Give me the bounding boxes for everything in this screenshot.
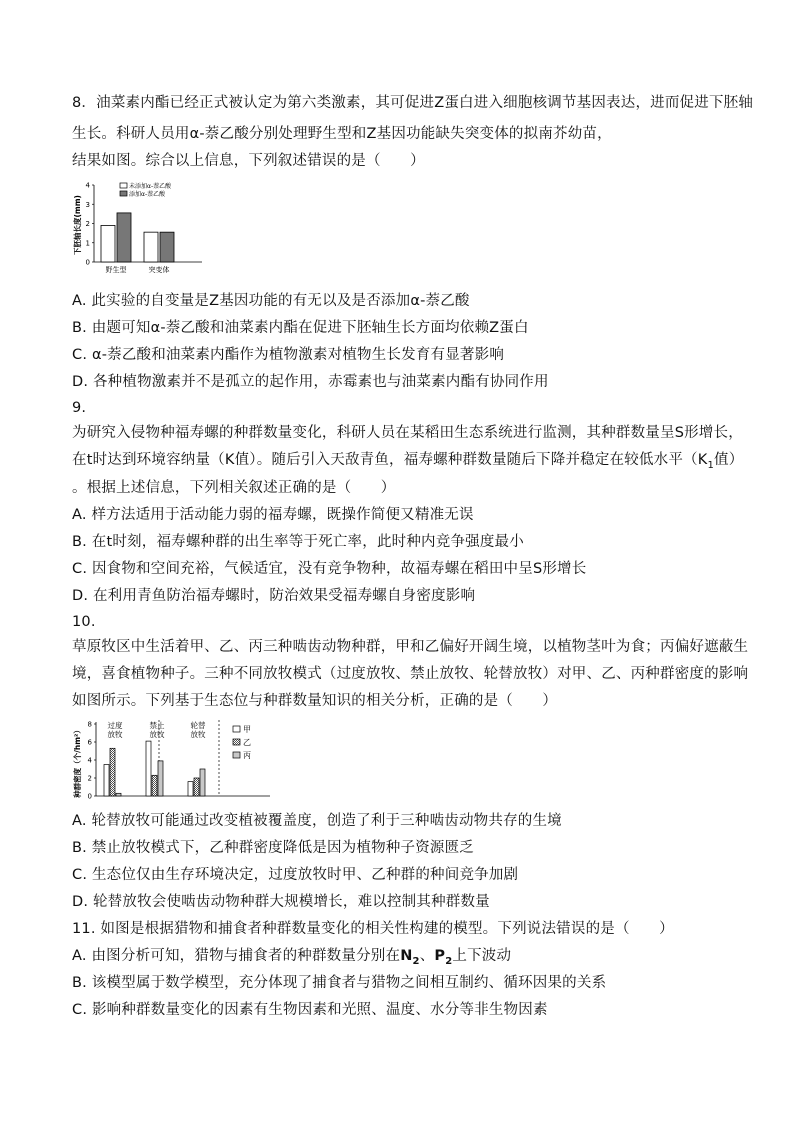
q8-option-a: A. 此实验的自变量是Z基因功能的有无以及是否添加α-萘乙酸 bbox=[72, 293, 470, 309]
q10-chart-ytick-label: 6 bbox=[87, 738, 92, 747]
q10-chart-ytick-label: 4 bbox=[87, 756, 92, 765]
q9-option-b: B. 在t时刻，福寿螺种群的出生率等于死亡率，此时种内竞争强度最小 bbox=[72, 534, 524, 550]
q11-option-c: C. 影响种群数量变化的因素有生物因素和光照、温度、水分等非生物因素 bbox=[72, 1002, 548, 1018]
q8-chart-bar bbox=[160, 232, 174, 262]
q8-chart-legend-label: 添加α-萘乙酸 bbox=[129, 191, 166, 198]
q10-option-a: A. 轮替放牧可能通过改变植被覆盖度，创造了利于三种啮齿动物共存的生境 bbox=[72, 813, 562, 829]
q10-chart-bar bbox=[158, 761, 163, 796]
q8-option-d: D. 各种植物激素并不是孤立的起作用，赤霉素也与油菜素内酯有协同作用 bbox=[72, 374, 549, 390]
q9-stem-line2: 在t时达到环境容纳量（K值）。随后引入天敌青鱼，福寿螺种群数量随后下降并稳定在较低水平（$K_1$值） bbox=[72, 452, 744, 471]
q11-option-a: A. 由图分析可知，猎物与捕食者的种群数量分别在$N_2$、$P_2$上下波动 bbox=[72, 948, 512, 967]
q8-chart-legend-swatch bbox=[120, 183, 127, 188]
q8-chart-category-label: 野生型 bbox=[105, 266, 127, 274]
q8-chart-ytick-label: 2 bbox=[85, 220, 90, 228]
q10-chart-ylabel: 种群密度（个/hm²） bbox=[73, 726, 82, 798]
q10-chart-group-label: 放牧 bbox=[149, 730, 165, 739]
q8-chart-category-label: 突变体 bbox=[148, 266, 170, 274]
q10-chart-bar bbox=[104, 765, 109, 797]
q8-chart-ytick-label: 3 bbox=[85, 200, 90, 209]
q9-stem-line3: 。根据上述信息，下列相关叙述正确的是（ ） bbox=[72, 480, 396, 496]
q10-chart-legend-swatch bbox=[233, 752, 240, 758]
q9-option-d: D. 在利用青鱼防治福寿螺时，防治效果受福寿螺自身密度影响 bbox=[72, 588, 476, 604]
q10-chart-group-label: 放牧 bbox=[107, 730, 123, 739]
q11-option-b: B. 该模型属于数学模型，充分体现了捕食者与猎物之间相互制约、循环因果的关系 bbox=[72, 975, 607, 991]
q8-bar-chart bbox=[70, 177, 220, 283]
q10-chart-legend-swatch bbox=[233, 726, 240, 732]
q10-chart-ytick-label: 0 bbox=[87, 792, 92, 801]
q10-stem-line3: 如图所示。下列基于生态位与种群数量知识的相关分析，正确的是（ ） bbox=[72, 693, 558, 709]
q10-chart-bar bbox=[200, 769, 205, 796]
q10-chart-legend-label: 甲 bbox=[243, 725, 251, 734]
q10-chart-legend-label: 乙 bbox=[243, 738, 251, 747]
q10-chart-legend-label: 丙 bbox=[243, 751, 251, 760]
q10-number: 10. bbox=[72, 614, 96, 630]
q10-chart-bar bbox=[146, 741, 151, 796]
q11-stem: 11. 如图是根据猎物和捕食者种群数量变化的相关性构建的模型。下列说法错误的是（ ） bbox=[72, 921, 674, 937]
q8-chart-ytick-label: 4 bbox=[85, 181, 90, 190]
q8-stem-line2: 生长。科研人员用α-萘乙酸分别处理野生型和Z基因功能缺失突变体的拟南芥幼苗， bbox=[72, 126, 612, 142]
q8-stem-line3: 结果如图。综合以上信息，下列叙述错误的是（ ） bbox=[72, 153, 425, 169]
q10-chart-bar bbox=[194, 778, 199, 796]
q8-stem-line1: 8．油菜素内酯已经正式被认定为第六类激素，其可促进Z蛋白进入细胞核调节基因表达，进而促进下胚轴 bbox=[72, 95, 754, 111]
q8-chart-bar bbox=[117, 213, 131, 262]
q9-number: 9. bbox=[72, 400, 87, 416]
q10-chart-group-label: 轮替 bbox=[190, 721, 206, 730]
q10-stem-line1: 草原牧区中生活着甲、乙、丙三种啮齿动物种群，甲和乙偏好开阔生境，以植物茎叶为食；丙偏好遮蔽生 bbox=[72, 639, 749, 655]
q10-chart-group-label: 放牧 bbox=[190, 730, 206, 739]
q8-chart-bar bbox=[101, 225, 115, 262]
q10-chart-bar bbox=[110, 748, 115, 796]
q8-chart-ytick-label: 1 bbox=[85, 239, 90, 248]
q8-chart-ylabel: 下胚轴长度(mm) bbox=[73, 195, 82, 255]
q9-option-c: C. 因食物和空间充裕，气候适宜，没有竞争物种，故福寿螺在稻田中呈S形增长 bbox=[72, 561, 587, 577]
q8-chart-bar bbox=[144, 232, 158, 262]
q9-stem-line1: 为研究入侵物种福寿螺的种群数量变化，科研人员在某稻田生态系统进行监测，其种群数量呈S形增长， bbox=[72, 425, 743, 441]
q10-chart-bar bbox=[152, 775, 157, 796]
q10-stem-line2: 境，喜食植物种子。三种不同放牧模式（过度放牧、禁止放牧、轮替放牧）对甲、乙、丙种群密度的影响 bbox=[72, 666, 749, 682]
q10-chart-legend-swatch bbox=[233, 739, 240, 745]
q8-chart-ytick-label: 0 bbox=[85, 258, 90, 267]
q10-chart-bar bbox=[188, 782, 193, 796]
q10-chart-ytick-label: 8 bbox=[87, 720, 92, 729]
q10-option-b: B. 禁止放牧模式下，乙种群密度降低是因为植物种子资源匮乏 bbox=[72, 840, 474, 856]
q10-chart-group-label: 禁止 bbox=[149, 721, 165, 730]
q10-option-c: C. 生态位仅由生存环境决定，过度放牧时甲、乙种群的种间竞争加剧 bbox=[72, 867, 519, 883]
q8-chart-legend-swatch bbox=[120, 191, 127, 196]
q9-option-a: A. 样方法适用于活动能力弱的福寿螺，既操作简便又精准无误 bbox=[72, 507, 474, 523]
q8-option-b: B. 由题可知α-萘乙酸和油菜素内酯在促进下胚轴生长方面均依赖Z蛋白 bbox=[72, 320, 529, 336]
q10-chart-bar bbox=[116, 793, 121, 796]
q8-chart-legend-label: 未添加α-萘乙酸 bbox=[129, 183, 172, 190]
q10-chart-group-label: 过度 bbox=[107, 721, 123, 730]
q10-option-d: D. 轮替放牧会使啮齿动物种群大规模增长，难以控制其种群数量 bbox=[72, 894, 490, 910]
q8-option-c: C. α-萘乙酸和油菜素内酯作为植物激素对植物生长发育有显著影响 bbox=[72, 347, 505, 363]
q10-chart-ytick-label: 2 bbox=[87, 774, 92, 783]
q10-bar-chart bbox=[70, 716, 270, 806]
